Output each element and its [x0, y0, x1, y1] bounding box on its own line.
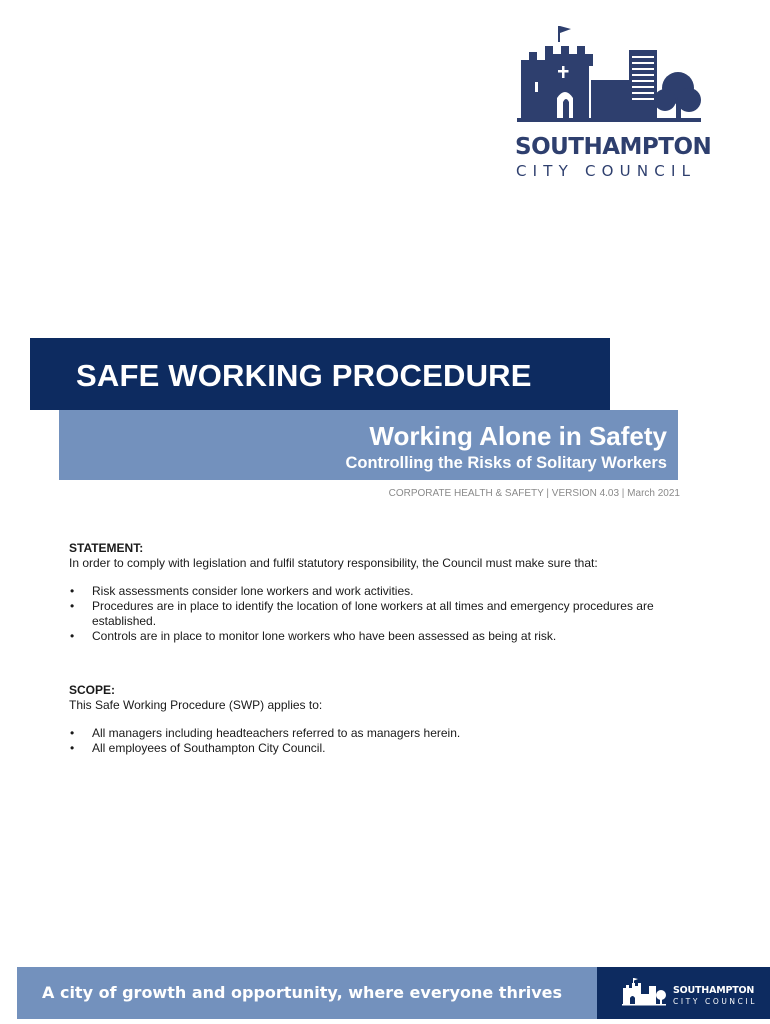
scope-list — [69, 726, 709, 756]
list-item: • Procedures are in place to identify the location of lone workers at all times and emergency procedures are established. — [70, 599, 654, 628]
footer-logo — [597, 967, 770, 1019]
list-item: • Controls are in place to monitor lone workers who have been assessed as being at risk. — [70, 629, 557, 643]
footer-slogan: A city of growth and opportunity, where everyone thrives — [42, 983, 563, 1002]
statement-intro: In order to comply with legislation and fulfil statutory responsibility, the Council must make sure that: — [69, 556, 598, 570]
statement-list — [69, 584, 709, 644]
document-subtitle: Working Alone in Safety — [369, 421, 667, 451]
footer-banner — [17, 967, 770, 1019]
scope-heading: SCOPE: — [69, 683, 116, 697]
bullet-icon: • — [70, 726, 75, 740]
list-item: • All managers including headteachers referred to as managers herein. — [70, 726, 461, 740]
statement-section — [69, 541, 709, 644]
page-title: SAFE WORKING PROCEDURE — [76, 358, 532, 393]
document-subheading: Controlling the Risks of Solitary Workers — [345, 454, 667, 472]
list-item: • All employees of Southampton City Council. — [70, 741, 326, 755]
footer-logo-name: SOUTHAMPTON — [673, 985, 755, 996]
bullet-icon: • — [70, 599, 75, 613]
scope-intro: This Safe Working Procedure (SWP) applies to: — [69, 698, 323, 712]
bullet-icon: • — [70, 629, 75, 643]
council-logo — [513, 22, 712, 187]
subtitle-band — [59, 410, 678, 480]
logo-subtitle: CITY COUNCIL — [516, 162, 697, 180]
castle-skyline-logo-icon — [513, 22, 705, 132]
version-info: CORPORATE HEALTH & SAFETY | VERSION 4.03 | March 2021 — [388, 488, 680, 499]
footer-logo-subtitle: CITY COUNCIL — [673, 997, 758, 1006]
logo-name: SOUTHAMPTON — [515, 134, 712, 160]
list-item: • Risk assessments consider lone workers and work activities. — [70, 584, 414, 598]
castle-skyline-logo-icon — [621, 978, 667, 1006]
title-band — [30, 338, 610, 410]
statement-heading: STATEMENT: — [69, 541, 144, 555]
scope-section — [69, 683, 709, 756]
bullet-icon: • — [70, 741, 75, 755]
bullet-icon: • — [70, 584, 75, 598]
